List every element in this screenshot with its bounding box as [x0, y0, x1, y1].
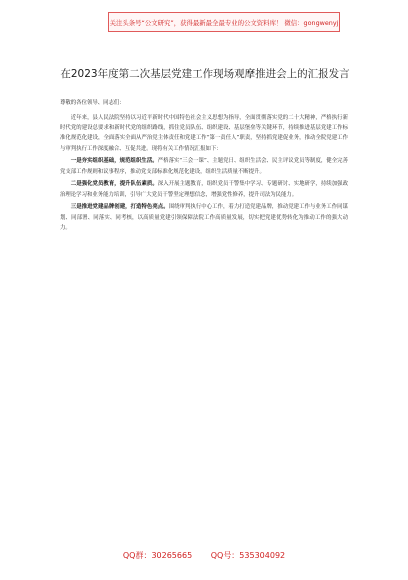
promo-banner-text: 关注头条号“公文研究”，获得最新最全最专业的公文资料库！ 微信：gongwenyj	[109, 19, 339, 27]
paragraph-lead: 一是夯实组织基础，规范组织生活。	[70, 158, 158, 165]
qq-footer	[0, 550, 408, 562]
paragraph-lead: 二是强化党员教育，提升队伍素质。	[70, 181, 158, 188]
paragraph-text: 严格落实“三会一课”、主题党日、组织生活会、民主评议党员等制度，健全完善党支部工作规则和议事程序，推动党支部标准化规范化建设，组织生活质量不断提升。	[60, 158, 348, 175]
paragraph-text: 近年来，县人民法院坚持以习近平新时代中国特色社会主义思想为指导，全面贯彻落实党的二十大精神，严格执行新时代党的建设总要求和新时代党的组织路线，抓住党员队伍、组织建设、基层堡垒等关键环节，持续推进基层党建工作标准化规范化建设，全面落实全面从严治党主体责任和党建工作“第一责任人”职责，坚持抓党建促业务，推动全院党建工作与审判执行工作深度融合、互促共进。现将有关工作情况汇报如下：	[60, 115, 348, 152]
paragraph-text: 深入开展主题教育，组织党员干警集中学习、专题研讨、实地研学，持续加强政治理论学习和业务能力培训，引导广大党员干警坚定理想信念，增强党性修养，提升司法为民能力。	[60, 181, 348, 198]
qq-group-text: QQ群：30265665	[122, 551, 193, 560]
paragraph	[60, 113, 348, 154]
paragraph	[60, 179, 348, 199]
paragraph-text: 围绕审判执行中心工作，着力打造党建品牌，推动党建工作与业务工作同谋划、同部署、同落实、同考核，以高质量党建引领保障法院工作高质量发展，切实把党建优势转化为推动工作的强大动力。	[60, 204, 348, 231]
document-title: 在2023年度第二次基层党建工作现场观摩推进会上的汇报发言	[60, 68, 350, 80]
paragraph	[60, 202, 348, 233]
paragraph-lead: 三是推进党建品牌创建，打造特色亮点。	[70, 204, 169, 211]
document-body	[60, 113, 348, 236]
salutation: 尊敬的各位领导、同志们：	[60, 100, 125, 106]
paragraph	[60, 156, 348, 176]
promo-banner	[108, 12, 340, 32]
qq-number-text: QQ号：535304092	[210, 551, 286, 560]
